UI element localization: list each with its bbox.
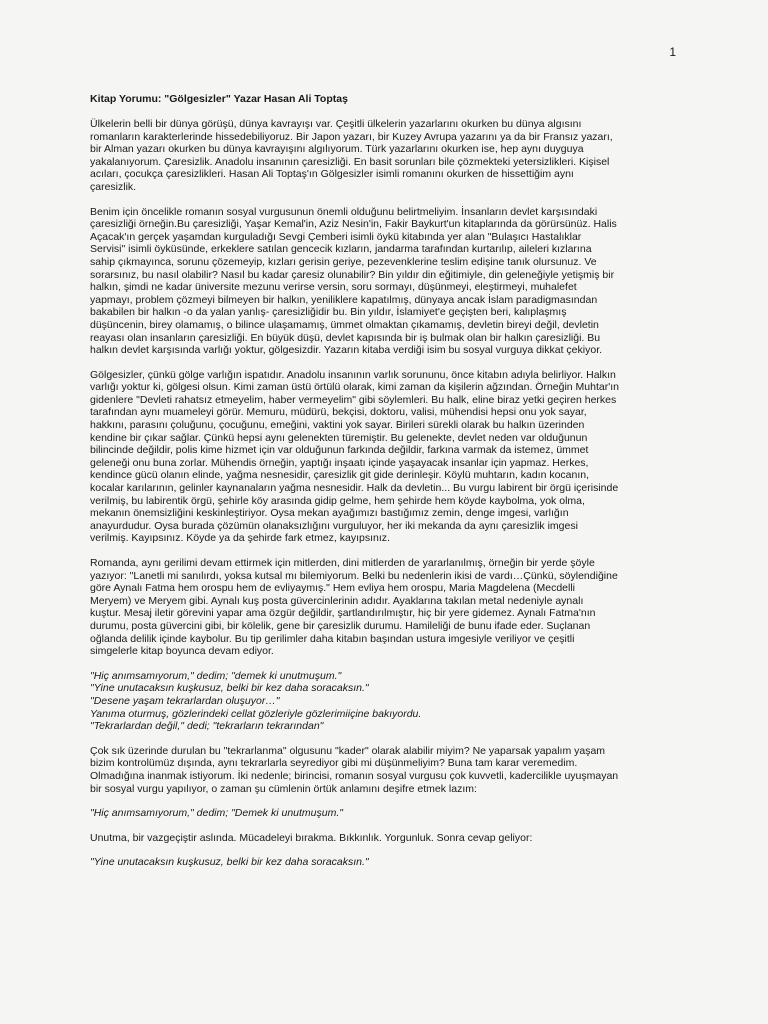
paragraph-line: acıları, çocukça çaresizlikleri. Hasan Ali Toptaş'ın Gölgesizler isimli romanını okurken de hissettiğim aynı <box>90 168 574 181</box>
paragraph-line: sorarsınız, bu nasıl olabilir? Nasıl bu kadar çaresiz olunabilir? Bin yıldır din eğitimiyle, din geleneğiyle yetişmiş bir <box>90 268 615 281</box>
paragraph <box>90 206 680 357</box>
quote-line: "Desene yaşam tekrarlardan oluşuyor…" <box>90 694 280 707</box>
paragraph-line: Ülkelerin belli bir dünya görüşü, dünya kavrayışı var. Çeşitli ülkelerin yazarlarını okurken bu dünya algısını <box>90 118 582 130</box>
paragraph-line: bir Alman yazarı okurken bu dünya kavrayışını algılıyorum. Türk yazarlarını okurken ise, hep aynı duyguya <box>90 143 584 156</box>
paragraph-line: bir sosyal vurgu yapılıyor, o zaman şu cümlenin örtük anlamını deşifre etmek lazım: <box>90 782 477 795</box>
paragraph-line: bakabilen bir halkın -o da yalan yanlış- çaresizliğidir bu. Bin yıldır, İslamiyet'e geçişten beri, kalıplaşmış <box>90 306 567 319</box>
paragraph-line: mekanın önemsizliğini keskinleştiriyor. Oysa mekan ayağımızı bastığımız zemin, denge imgesi, varlığın <box>90 507 569 520</box>
quote-line: Yanıma oturmuş, gözlerindeki cellat gözleriyle gözlerimiiçine bakıyordu. <box>90 707 422 720</box>
paragraph-line: Romanda, aynı gerilimi devam ettirmek için mitlerden, dini mitlerden de yararlanılmış, örneğin bir yerde şöyle <box>90 557 595 569</box>
document-body <box>90 118 680 869</box>
paragraph <box>90 832 680 845</box>
paragraph-line: anayurdudur. Oysa burada çözümün olanaksızlığını vurguluyor, her iki mekanda da aynı çaresizlik imgesi <box>90 519 578 532</box>
paragraph <box>90 118 680 194</box>
quote-line: "Hiç anımsamıyorum," dedim; "demek ki unutmuşum." <box>90 669 342 682</box>
paragraph-line: yapmayı, problem çözmeyi bilmeyen bir halkın, yeniliklere kapatılmış, dünyaya ancak İslam paradigmasından <box>90 293 598 306</box>
paragraph-line: yazıyor: "Lanetli mi sanılırdı, yoksa kutsal mı bilemiyorum. Belki bu nedenlerin ikisi de vardı…Çünkü, söylendiğine <box>90 569 618 582</box>
paragraph-line: geleneği onu buna zorlar. Mühendis örneğin, yaptığı inşaatı içinde yaşayacak insanlar için yapmaz. Herkes, <box>90 456 589 469</box>
paragraph-line: kocalar karılarının, gelinler kaynanaların yağma nesnesidir. Halk da devletin... Bu vurgu labirent bir örgü içerisinde <box>90 482 619 495</box>
paragraph-line: hakkını, parasını çoluğunu, çocuğunu, emeğini, vaktini yok sayar. Birileri sürekli olarak bu halkın üzerinden <box>90 419 585 432</box>
paragraph-line: gidenlere "Devleti rahatsız etmeyelim, haber vermeyelim" gibi söylemleri. Bu halk, eline biraz yetki geçiren herkes <box>90 393 617 406</box>
paragraph <box>90 369 680 545</box>
quote-block <box>90 670 680 733</box>
paragraph-line: varlığı yoktur ki, gölgesi olsun. Kimi zaman üstü örtülü olarak, kimi zaman da kişilerin ağzından. Örneğin Muhtar'ın <box>90 381 619 394</box>
paragraph-line: tarafından aynı muameleyi görür. Memuru, müdürü, bekçisi, doktoru, valisi, mühendisi hepsi onu yok sayar, <box>90 406 587 419</box>
quote-line: "Hiç anımsamıyorum," dedim; "Demek ki unutmuşum." <box>90 807 343 820</box>
paragraph-line: kendince gücü olanın elinde, yağma nesnesidir, çaresizlik git gide derinleşir. Köylü muhtarın, kadın kocanın, <box>90 469 590 482</box>
paragraph-line: Açacak'ın gerçek yaşamdan kurguladığı Sevgi Çemberi isimli öykü kitabında yer alan "Bulaşıcı Hastalıklar <box>90 230 582 243</box>
quote-block <box>90 856 680 869</box>
paragraph-line: çaresizliği örneğin.Bu çaresizliği, Yaşar Kemal'in, Aziz Nesin'in, Fakir Baykurt'un kitaplarında da görürsünüz. Halis <box>90 218 617 231</box>
paragraph-line: kendine bir çıkar sağlar. Çünkü hepsi aynı gelenekten türemiştir. Bu gelenekte, devlet neden var olduğunun <box>90 431 588 444</box>
paragraph-line: halkın, şimdi ne kadar üniversite mezunu verirse versin, soru sormayı, düşünmeyi, eleştirmeyi, muhalefet <box>90 281 577 294</box>
paragraph-line: düşüncenin, birey olamamış, o bilince ulaşamamış, ümmet olmaktan çıkamamış, devletin bireyi değil, devletin <box>90 318 599 331</box>
quote-line: "Yine unutacaksın kuşkusuz, belki bir kez daha soracaksın." <box>90 856 369 869</box>
paragraph-line: Servisi" isimli öyküsünde, erkeklere satılan gencecik kızların, jandarma tarafından kurtarılıp, aileleri kızlarına <box>90 243 592 256</box>
quote-block <box>90 807 680 820</box>
quote-line: "Yine unutacaksın kuşkusuz, belki bir kez daha soracaksın." <box>90 682 369 695</box>
paragraph-line: kuştur. Mesaj iletir görevini yapar ama özgür değildir, şartlandırılmıştır, hiç bir yere gidemez. Aynalı Fatma'nın <box>90 607 596 620</box>
paragraph-line: halkın devlet karşısında varlığı yoktur, gölgesizdir. Yazarın kitaba verdiği isim bu sosyal vurguya dikkat çekiyor. <box>90 344 603 357</box>
paragraph-line: Unutma, bir vazgeçiştir aslında. Mücadeleyi bırakma. Bıkkınlık. Yorgunluk. Sonra cevap geliyor: <box>90 831 533 844</box>
paragraph-line: yakalanıyorum. Çaresizlik. Anadolu insanının çaresizliği. En basit sorunları bile çözmekteki yetersizlikleri. Kişisel <box>90 155 610 168</box>
paragraph-line: verilmiş, bu labirentik örgü, şehirle köy arasında gidip gelme, hem şehirde hem köyde kaybolma, yok olma, <box>90 494 585 507</box>
paragraph-line: romanların karakterlerinde hissedebiliyoruz. Bir Japon yazarı, bir Kuzey Avrupa yazarını ya da bir Fransız yazarı, <box>90 130 613 143</box>
page-number: 1 <box>669 45 676 59</box>
paragraph-line: simgelerle kitap boyunca devam ediyor. <box>90 645 274 658</box>
paragraph-line: Gölgesizler, çünkü gölge varlığın ispatıdır. Anadolu insanının varlık sorununu, önce kitabın adıyla belirliyor. Halkın <box>90 368 616 381</box>
paragraph-line: göre Aynalı Fatma hem orospu hem de evliyaymış." Hem evliya hem orospu, Maria Magdelena (Mecdelli <box>90 582 575 595</box>
paragraph <box>90 557 680 658</box>
paragraph <box>90 745 680 795</box>
paragraph-line: reayası olan insanların çaresizliği. En büyük düşü, devlet kapısında bir iş bulmak olan bir halkın çaresizliği. Bu <box>90 331 601 344</box>
quote-line: "Tekrarlardan değil," dedi; "tekrarların tekrarından" <box>90 720 324 733</box>
paragraph-line: durumu, posta güvercini gibi, bir kölelik, gene bir çaresizlik durumu. Hamileliği de bunu ifade eder. Suçlanan <box>90 619 591 632</box>
paragraph-line: bilincinde değildir, polis kime hizmet için var olduğunun farkında değildir, farkına varmak da istemez, ümmet <box>90 444 589 457</box>
paragraph-line: çaresizlik. <box>90 180 137 193</box>
paragraph-line: Benim için öncelikle romanın sosyal vurgusunun önemli olduğunu belirtmeliyim. İnsanların devlet karşısındaki <box>90 205 598 218</box>
paragraph-line: Meryem) ve Meryem gibi. Aynalı kuş posta güvercinlerinin adıdır. Ayaklarına takılan metal nedeniyle aynalı <box>90 594 584 607</box>
paragraph-line: verilmiş. Kayıpsınız. Köyde ya da şehirde fark etmez, kayıpsınız. <box>90 532 390 545</box>
paragraph-line: sahip çıkmayınca, sorunu çözemeyip, kızları gerisin geriye, pezevenklerine teslim edişine tanık olursunuz. Ve <box>90 255 597 268</box>
paragraph-line: oğlanda delilik içinde kaybolur. Bu tip gerilimler daha kitabın başından ustura imgesiyle veriliyor ve çeşitli <box>90 632 575 645</box>
paragraph-line: Olmadığına inanmak istiyorum. İki nedenle; birincisi, romanın sosyal vurgusu çok kuvvetli, kadercilikle uyuşmayan <box>90 769 619 782</box>
document-title: Kitap Yorumu: "Gölgesizler" Yazar Hasan Ali Toptaş <box>90 93 348 105</box>
paragraph-line: bizim kontrolümüz dışında, aynı tekrarlarla seyrediyor gibi mi düşünmeliyim? Buna tam karar veremedim. <box>90 757 578 770</box>
paragraph-line: Çok sık üzerinde durulan bu "tekrarlanma" olgusunu "kader" olarak alabilir miyim? Ne yaparsak yapalım yaşam <box>90 744 606 757</box>
